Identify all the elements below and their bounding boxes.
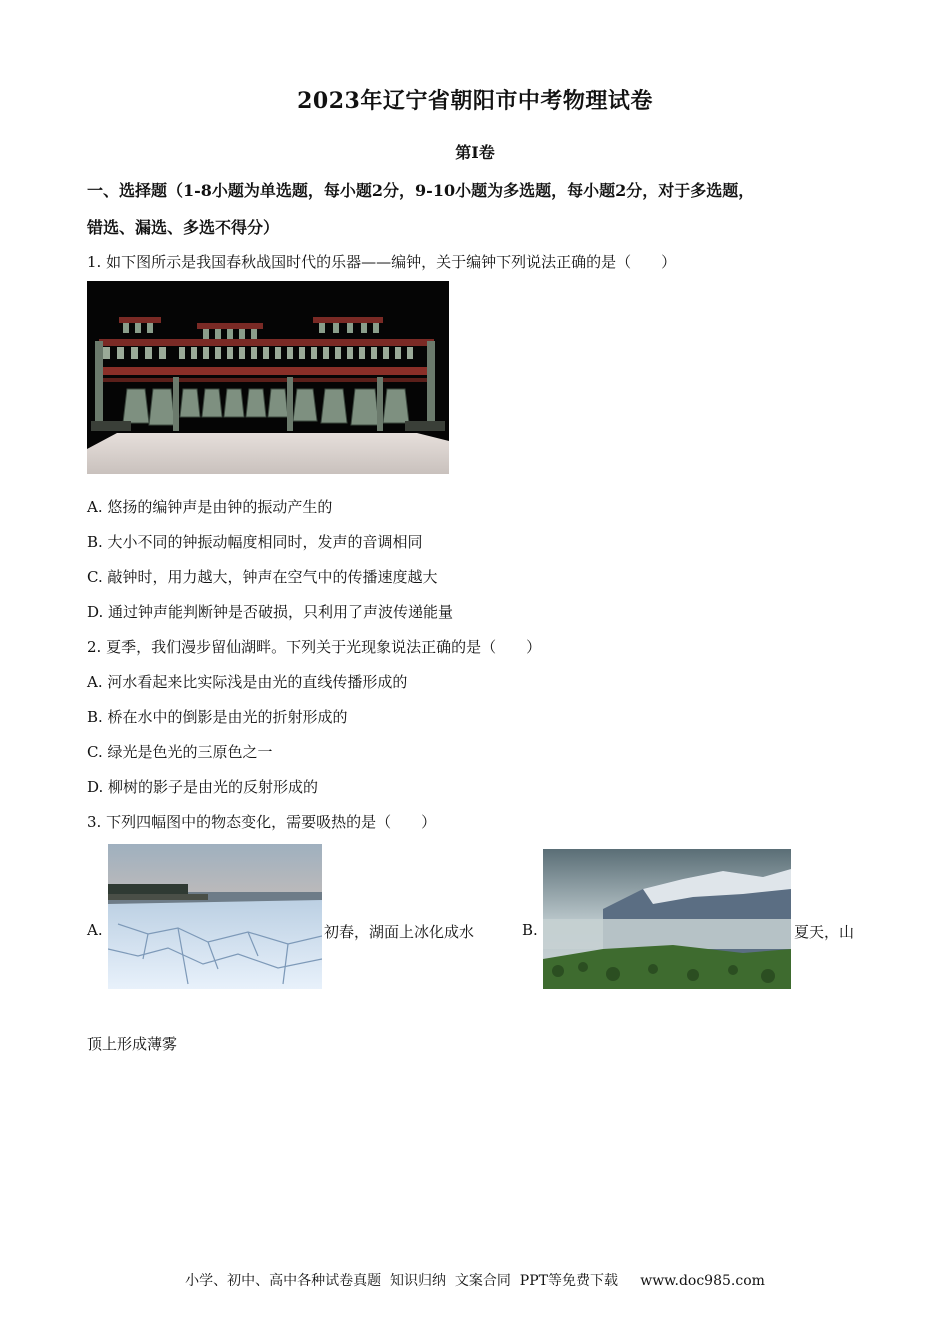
section-heading-line2: 错选、漏选、多选不得分） (87, 218, 280, 237)
q3-option-a-label: A. (87, 921, 103, 939)
ice-melting-photo (108, 844, 322, 989)
q3-option-b-label: B. (522, 921, 538, 939)
q1-option-a: A. 悠扬的编钟声是由钟的振动产生的 (87, 498, 333, 516)
q2-option-d: D. 柳树的影子是由光的反射形成的 (87, 778, 319, 796)
q2-option-c: C. 绿光是色光的三原色之一 (87, 743, 273, 761)
mountain-fog-photo (543, 849, 791, 989)
q3-option-b-continued: 顶上形成薄雾 (87, 1035, 178, 1053)
volume-heading: 第Ⅰ卷 (455, 143, 495, 162)
section-heading-line1: 一、选择题（1-8小题为单选题，每小题2分，9-10小题为多选题，每小题2分，对于多选题， (87, 181, 755, 200)
q3-option-b-text: 夏天，山 (794, 923, 855, 941)
q1-option-d: D. 通过钟声能判断钟是否破损，只利用了声波传递能量 (87, 603, 454, 621)
q1-stem: 1. 如下图所示是我国春秋战国时代的乐器——编钟，关于编钟下列说法正确的是（ ） (87, 253, 677, 271)
q2-option-b: B. 桥在水中的倒影是由光的折射形成的 (87, 708, 348, 726)
q2-stem: 2. 夏季，我们漫步留仙湖畔。下列关于光现象说法正确的是（ ） (87, 638, 542, 656)
page-footer: 小学、初中、高中各种试卷真题 知识归纳 文案合同 PPT等免费下载 www.doc985.com (185, 1273, 765, 1289)
q1-option-c: C. 敲钟时，用力越大，钟声在空气中的传播速度越大 (87, 568, 438, 586)
bianzhong-photo (87, 281, 449, 474)
page-title: 2023年辽宁省朝阳市中考物理试卷 (297, 88, 653, 114)
q3-stem: 3. 下列四幅图中的物态变化，需要吸热的是（ ） (87, 813, 437, 831)
q2-option-a: A. 河水看起来比实际浅是由光的直线传播形成的 (87, 673, 408, 691)
q3-option-a-text: 初春，湖面上冰化成水 (324, 923, 475, 941)
q1-option-b: B. 大小不同的钟振动幅度相同时，发声的音调相同 (87, 533, 423, 551)
